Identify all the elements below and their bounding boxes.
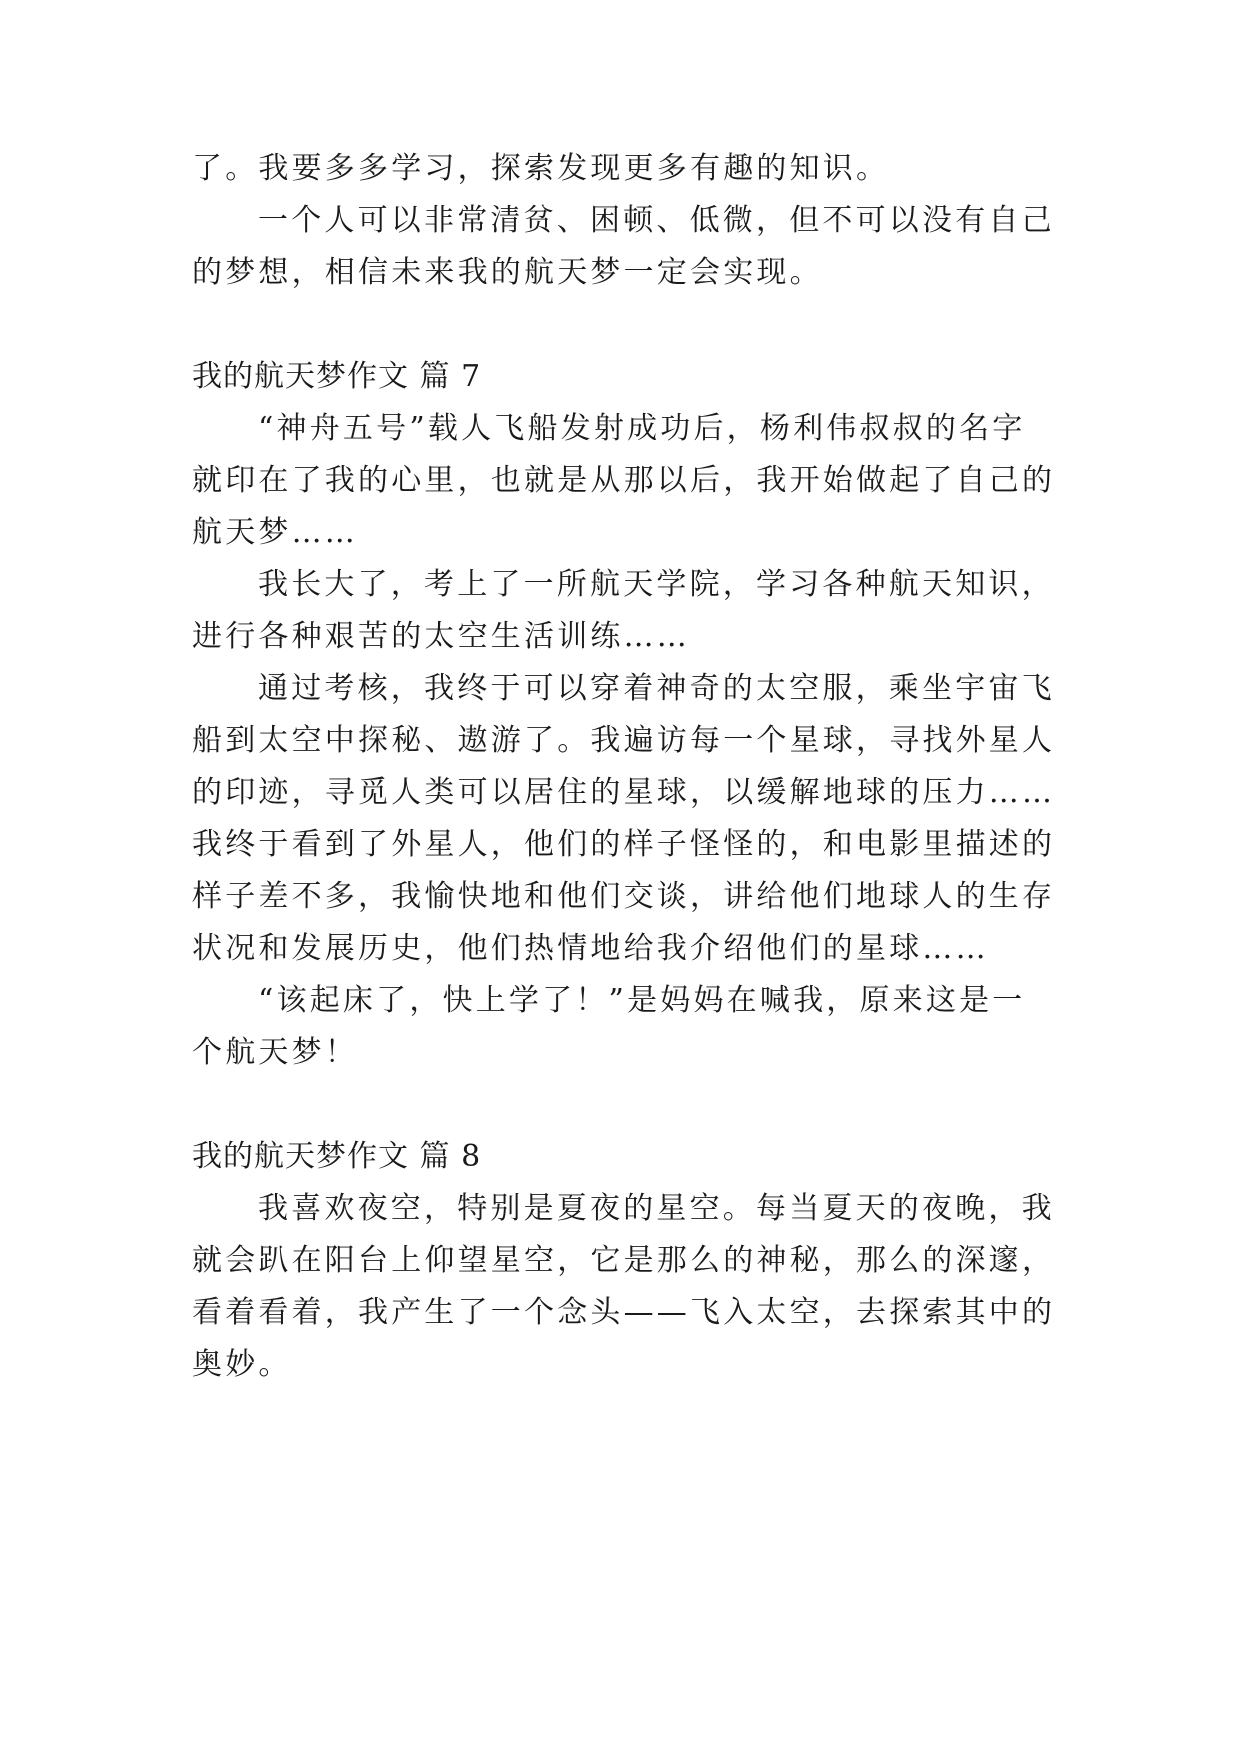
paragraph-line: 航天梦…… xyxy=(192,515,358,550)
paragraph-line: 我喜欢夜空，特别是夏夜的星空。每当夏天的夜晚，我 xyxy=(258,1191,1055,1226)
paragraph-line: 我终于看到了外星人，他们的样子怪怪的，和电影里描述的 xyxy=(192,827,1056,862)
paragraph-line: 看着看着，我产生了一个念头——飞入太空，去探索其中的 xyxy=(192,1295,1056,1330)
paragraph-line: 个航天梦！ xyxy=(192,1035,358,1070)
paragraph-line: 进行各种艰苦的太空生活训练…… xyxy=(192,619,690,654)
paragraph-line: 船到太空中探秘、遨游了。我遍访每一个星球，寻找外星人 xyxy=(192,723,1056,758)
paragraph-line: 通过考核，我终于可以穿着神奇的太空服，乘坐宇宙飞 xyxy=(258,671,1055,706)
paragraph-line: 状况和发展历史，他们热情地给我介绍他们的星球…… xyxy=(192,931,989,966)
paragraph-line: 一个人可以非常清贫、困顿、低微，但不可以没有自己 xyxy=(258,203,1055,238)
paragraph-line: 我长大了，考上了一所航天学院，学习各种航天知识， xyxy=(258,567,1055,602)
paragraph-line: “神舟五号”载人飞船发射成功后，杨利伟叔叔的名字 xyxy=(258,411,1026,446)
paragraph-line: “该起床了，快上学了！”是妈妈在喊我，原来这是一 xyxy=(258,983,1026,1018)
section-heading-7: 我的航天梦作文 篇 7 xyxy=(192,359,482,394)
paragraph-line: 奥妙。 xyxy=(192,1347,292,1382)
paragraph-line: 就印在了我的心里，也就是从那以后，我开始做起了自己的 xyxy=(192,463,1056,498)
paragraph-line: 样子差不多，我愉快地和他们交谈，讲给他们地球人的生存 xyxy=(192,879,1056,914)
paragraph-line: 就会趴在阳台上仰望星空，它是那么的神秘，那么的深邃， xyxy=(192,1243,1056,1278)
paragraph-line: 了。我要多多学习，探索发现更多有趣的知识。 xyxy=(192,151,890,186)
section-heading-8: 我的航天梦作文 篇 8 xyxy=(192,1139,482,1174)
paragraph-line: 的梦想，相信未来我的航天梦一定会实现。 xyxy=(192,255,823,290)
paragraph-line: 的印迹，寻觅人类可以居住的星球，以缓解地球的压力…… xyxy=(192,775,1056,810)
